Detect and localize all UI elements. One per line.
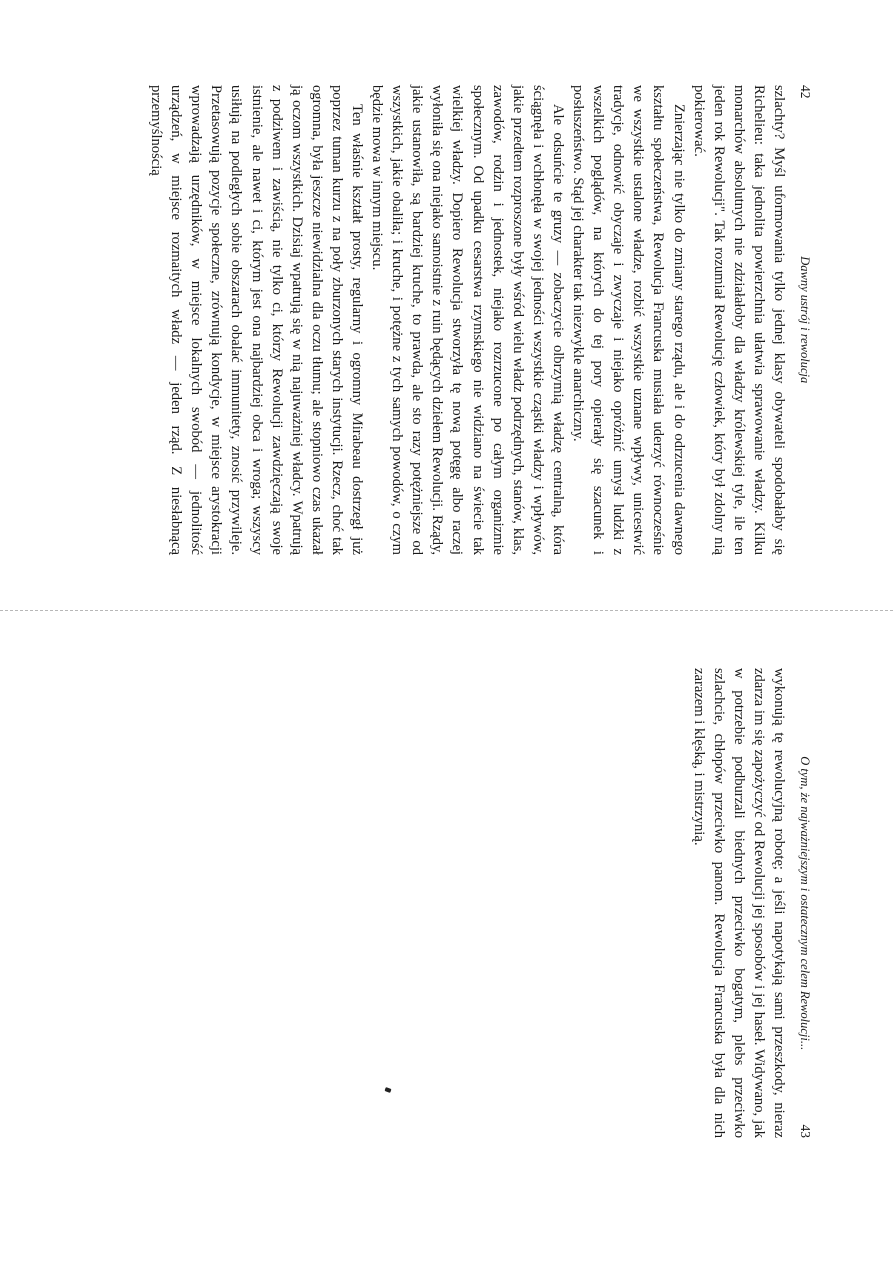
right-page-header	[793, 668, 813, 1138]
right-running-head: O tym, że najważniejszym i ostatecznym celem Rewolucji...	[798, 756, 812, 1051]
left-page	[68, 85, 813, 555]
right-page-number: 43	[798, 1124, 813, 1138]
paragraph: Ale odsuńcie te gruzy — zobaczycie olbrzymią władzę centralną, która ściągnęła i wchłonęła w swojej jedności wszystkie cząstki władzy i wpływów, jakie przedtem rozproszone były wśród wielu władz podrzędnych, stanów, klas, zawodów, rodzin i jednostek, niejako rozrzucone po całym organizmie społecznym. Od upadku cesarstwa rzymskiego nie widziano na świecie tak wielkiej władzy. Dopiero Rewolucja stworzyła tę nową potęgę albo raczej wyłoniła się ona niejako samoistnie z ruin będących dziełem Rewolucji. Rządy, jakie ustanowiła, są bardziej kruche, to prawda, ale sto razy potężniejsze od wszystkich, jakie obaliła; i kruche, i potężne z tych samych powodów, o czym będzie mowa w innym miejscu.	[369, 85, 566, 555]
paragraph: szlachty? Myśl uformowania tylko jednej klasy obywateli spodobałaby się Richelieu: taka jednolita powierzchnia ułatwia sprawowanie władzy. Kilku monarchów absolutnych nie zdziałałoby dla władzy królewskiej tyle, ile ten jeden rok Rewolucji". Tak rozumiał Rewolucję człowiek, który był zdolny nią pokierować.	[690, 85, 787, 555]
paragraph: Ten właśnie kształt prosty, regularny i ogromny Mirabeau dostrzegł już poprzez tuman kurzu z na poły zburzonych starych instytucji. Rzecz, choć tak ogromna, była jeszcze niewidzialna dla oczu tłumu; ale stopniowo czas ukazał ją oczom wszystkich. Dzisiaj wpatrują się w nią najuważniej władcy. Wpatrują z podziwem i zawiścią, nie tylko ci, którzy Rewolucji zawdzięczają swoje istnienie, ale nawet i ci, którym jest ona najbardziej obca i wroga; wszyscy usiłują na podległych sobie obszarach obalać immunitety, znosić przywileje. Przetasowują pozycje społeczne, zrównują kondycje, w miejsce arystokracji wprowadzają urzędników, w miejsce lokalnych swobód — jednolitość urządzeń, w miejsce rozmaitych władz — jeden rząd. Z niesłabnącą przemyślnością	[148, 85, 366, 555]
ink-speck	[384, 1087, 391, 1093]
left-page-header	[793, 85, 813, 555]
page-fold-divider	[0, 610, 893, 611]
paragraph: wykonują tę rewolucyjną robotę; a jeśli napotykają sami przeszkody, nieraz zdarza im się zapożyczyć od Rewolucji jej sposobów i jej haseł. Widywano, jak w potrzebie podburzali biednych przeciwko bogatym, plebs przeciwko szlachcie, chłopów przeciwko panom. Rewolucja Francuska była dla nich zarazem i klęską, i mistrzynią.	[690, 668, 787, 1138]
left-running-head: Dawny ustrój i rewolucja	[798, 256, 812, 384]
paragraph: Znierzając nie tylko do zmiany starego rządu, ale i do odrzucenia dawnego kształtu społeczeństwa, Rewolucja Francuska musiała uderzyć równocześnie we wszystkie ustalone władze, rozbić wszystkie uznane wpływy, unicestwić tradycje, odnowić obyczaje i zwyczaje i niejako opróżnić umysł ludzki z wszelkich poglądów, na których do tej pory opierały się szacunek i posłuszeństwo. Stąd jej charakter tak niezwykle anarchiczny.	[570, 85, 687, 555]
right-page	[688, 668, 813, 1138]
left-page-body	[146, 85, 789, 555]
left-page-number: 42	[798, 85, 813, 99]
right-page-body	[689, 668, 789, 1138]
